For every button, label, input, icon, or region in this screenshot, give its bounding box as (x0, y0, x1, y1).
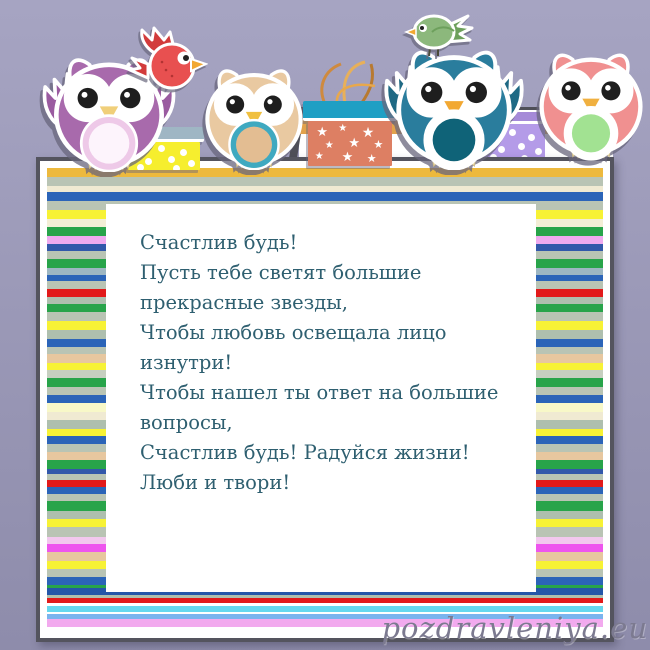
green-bird-body (414, 16, 454, 48)
star-pattern: ★ (348, 136, 360, 152)
green-bird (404, 4, 474, 58)
star-pattern: ★ (366, 151, 377, 165)
red-bird (128, 26, 208, 96)
gift-ribbon-curls (315, 56, 379, 106)
watermark: pozdravleniya.eu (381, 611, 648, 645)
message-line: изнутри! (140, 351, 233, 374)
message-line: Люби и твори! (140, 471, 291, 494)
stripe (47, 177, 603, 186)
message-line: Пусть тебе светят большие (140, 261, 422, 284)
red-bird-tail (130, 58, 148, 78)
star-pattern: ★ (324, 139, 334, 151)
message-line: вопросы, (140, 411, 233, 434)
star-pattern: ★ (361, 125, 375, 142)
message-line: Счастлив будь! (140, 231, 298, 254)
message-line: прекрасные звезды, (140, 291, 349, 314)
message-panel (106, 204, 536, 592)
star-pattern: ★ (316, 124, 329, 140)
message-line: Чтобы нашел ты ответ на большие (140, 381, 499, 404)
star-pattern: ★ (373, 138, 384, 151)
star-pattern: ★ (341, 149, 354, 165)
message-line: Чтобы любовь освещала лицо (140, 321, 447, 344)
star-pattern: ★ (338, 122, 348, 134)
greeting-message (140, 228, 520, 498)
red-bird-body (150, 44, 194, 88)
stripe (47, 192, 603, 201)
star-pattern: ★ (314, 150, 324, 162)
pink-owl (526, 36, 650, 170)
card-frame (36, 157, 614, 642)
green-bird-beak (406, 28, 416, 36)
message-line: Счастлив будь! Радуйся жизни! (140, 441, 470, 464)
teal-owl (373, 42, 532, 170)
red-bird-beak (191, 59, 206, 71)
card-frame-inner (40, 161, 610, 638)
